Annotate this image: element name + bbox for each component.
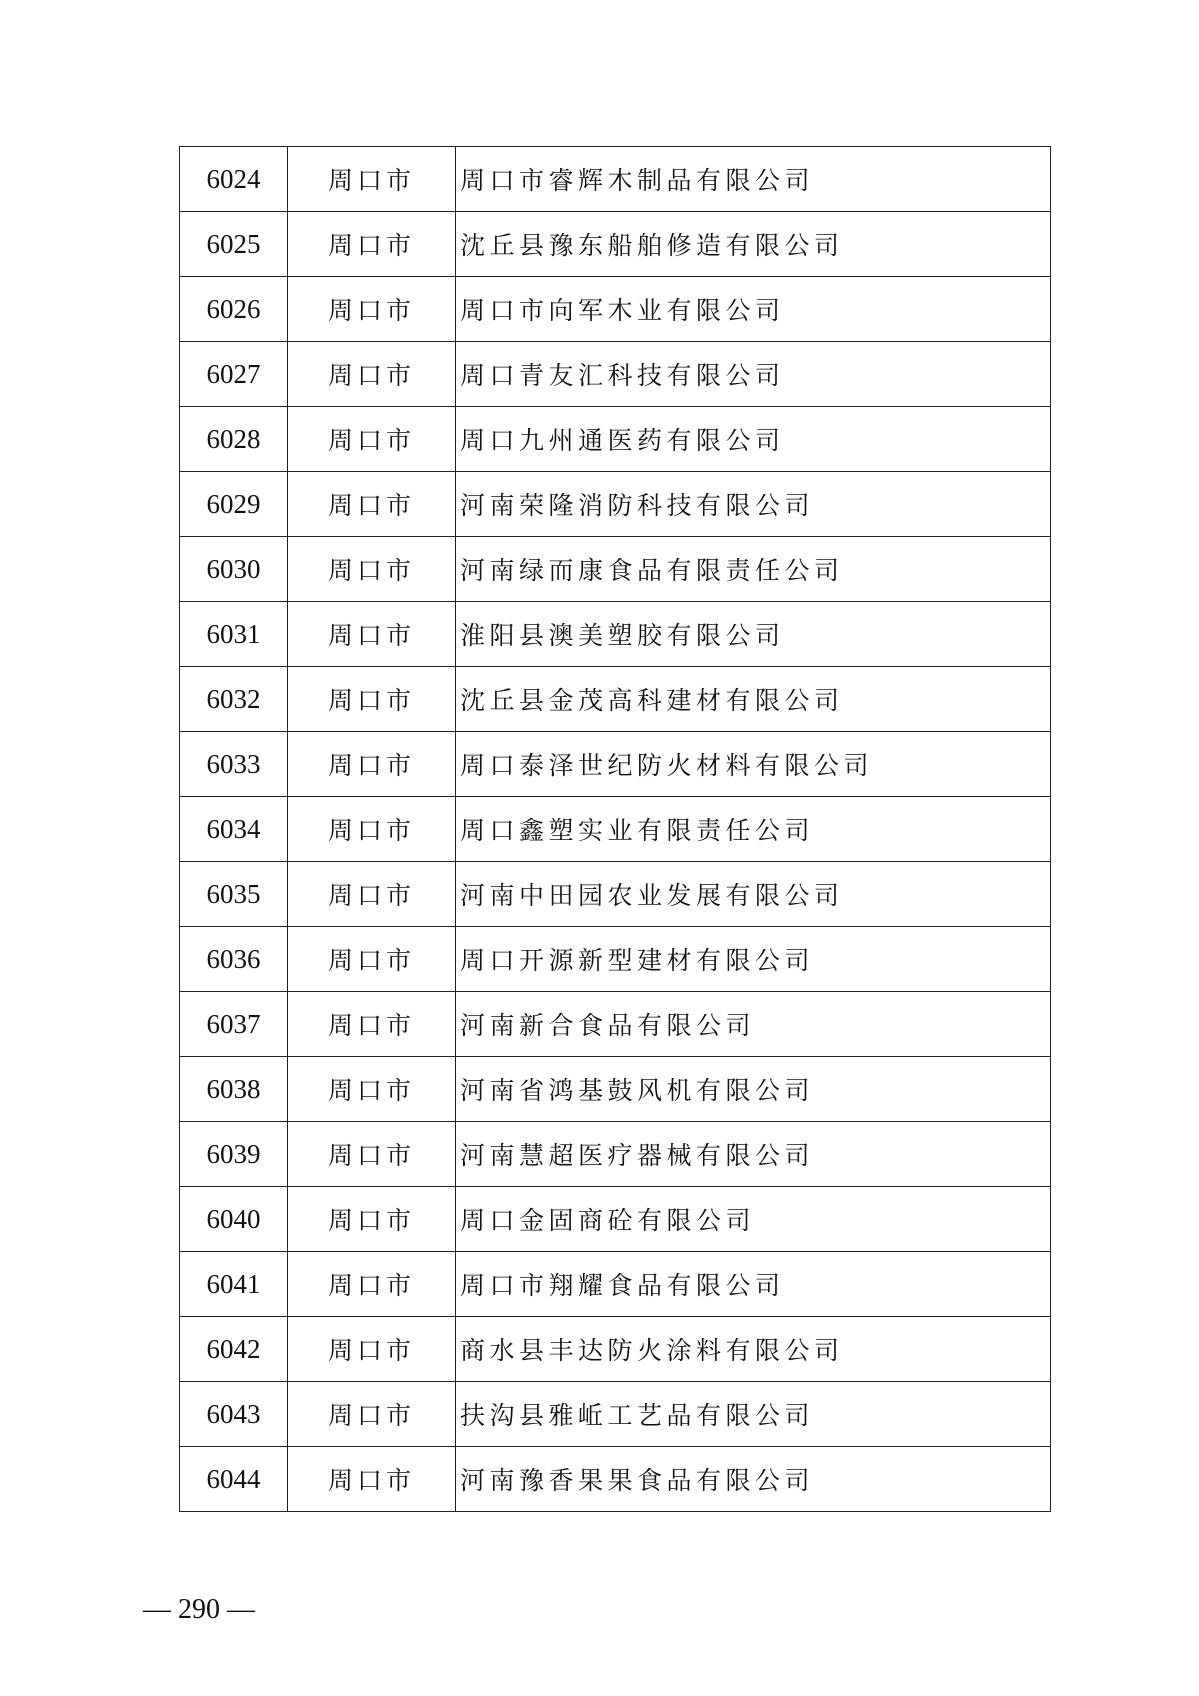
- row-number: 6029: [180, 472, 288, 537]
- row-company-name: 周口鑫塑实业有限责任公司: [456, 797, 1051, 862]
- row-number: 6033: [180, 732, 288, 797]
- row-company-name: 河南绿而康食品有限责任公司: [456, 537, 1051, 602]
- table-row: [180, 472, 1051, 537]
- row-number: 6036: [180, 927, 288, 992]
- row-company-name: 周口青友汇科技有限公司: [456, 342, 1051, 407]
- table-row: [180, 927, 1051, 992]
- row-number: 6044: [180, 1447, 288, 1512]
- row-number: 6032: [180, 667, 288, 732]
- row-city: 周口市: [288, 927, 456, 992]
- row-number: 6040: [180, 1187, 288, 1252]
- row-company-name: 商水县丰达防火涂料有限公司: [456, 1317, 1051, 1382]
- row-city: 周口市: [288, 602, 456, 667]
- table-row: [180, 1122, 1051, 1187]
- row-city: 周口市: [288, 1122, 456, 1187]
- row-city: 周口市: [288, 537, 456, 602]
- row-city: 周口市: [288, 1317, 456, 1382]
- row-number: 6030: [180, 537, 288, 602]
- row-company-name: 扶沟县雅岴工艺品有限公司: [456, 1382, 1051, 1447]
- row-city: 周口市: [288, 212, 456, 277]
- row-city: 周口市: [288, 1252, 456, 1317]
- page-number: — 290 —: [143, 1594, 255, 1625]
- table-row: [180, 147, 1051, 212]
- row-city: 周口市: [288, 472, 456, 537]
- table-row: [180, 1187, 1051, 1252]
- row-city: 周口市: [288, 732, 456, 797]
- row-number: 6031: [180, 602, 288, 667]
- row-number: 6027: [180, 342, 288, 407]
- row-number: 6038: [180, 1057, 288, 1122]
- row-company-name: 沈丘县金茂高科建材有限公司: [456, 667, 1051, 732]
- row-city: 周口市: [288, 1187, 456, 1252]
- row-city: 周口市: [288, 1382, 456, 1447]
- table-row: [180, 1252, 1051, 1317]
- row-number: 6026: [180, 277, 288, 342]
- row-company-name: 河南豫香果果食品有限公司: [456, 1447, 1051, 1512]
- table-row: [180, 602, 1051, 667]
- row-number: 6028: [180, 407, 288, 472]
- table-row: [180, 797, 1051, 862]
- table-row: [180, 407, 1051, 472]
- row-city: 周口市: [288, 862, 456, 927]
- table-body: [180, 147, 1051, 1512]
- row-company-name: 河南荣隆消防科技有限公司: [456, 472, 1051, 537]
- row-number: 6039: [180, 1122, 288, 1187]
- row-city: 周口市: [288, 667, 456, 732]
- row-number: 6034: [180, 797, 288, 862]
- row-number: 6042: [180, 1317, 288, 1382]
- table-row: [180, 537, 1051, 602]
- row-city: 周口市: [288, 1447, 456, 1512]
- row-number: 6035: [180, 862, 288, 927]
- company-table: [179, 146, 1051, 1512]
- row-company-name: 周口市向军木业有限公司: [456, 277, 1051, 342]
- table-row: [180, 212, 1051, 277]
- table-row: [180, 667, 1051, 732]
- table-row: [180, 1057, 1051, 1122]
- row-city: 周口市: [288, 147, 456, 212]
- row-company-name: 河南新合食品有限公司: [456, 992, 1051, 1057]
- row-company-name: 河南省鸿基鼓风机有限公司: [456, 1057, 1051, 1122]
- row-city: 周口市: [288, 797, 456, 862]
- row-company-name: 河南中田园农业发展有限公司: [456, 862, 1051, 927]
- row-company-name: 周口金固商砼有限公司: [456, 1187, 1051, 1252]
- row-company-name: 周口开源新型建材有限公司: [456, 927, 1051, 992]
- table-row: [180, 992, 1051, 1057]
- row-city: 周口市: [288, 1057, 456, 1122]
- row-company-name: 淮阳县澳美塑胶有限公司: [456, 602, 1051, 667]
- row-company-name: 周口泰泽世纪防火材料有限公司: [456, 732, 1051, 797]
- row-company-name: 沈丘县豫东船舶修造有限公司: [456, 212, 1051, 277]
- row-company-name: 周口市翔耀食品有限公司: [456, 1252, 1051, 1317]
- row-city: 周口市: [288, 277, 456, 342]
- table-row: [180, 1382, 1051, 1447]
- table-row: [180, 342, 1051, 407]
- row-company-name: 周口九州通医药有限公司: [456, 407, 1051, 472]
- row-company-name: 周口市睿辉木制品有限公司: [456, 147, 1051, 212]
- table-row: [180, 277, 1051, 342]
- row-number: 6037: [180, 992, 288, 1057]
- table-row: [180, 1317, 1051, 1382]
- table-row: [180, 732, 1051, 797]
- row-number: 6041: [180, 1252, 288, 1317]
- row-number: 6025: [180, 212, 288, 277]
- row-number: 6043: [180, 1382, 288, 1447]
- row-city: 周口市: [288, 407, 456, 472]
- row-city: 周口市: [288, 342, 456, 407]
- row-number: 6024: [180, 147, 288, 212]
- row-city: 周口市: [288, 992, 456, 1057]
- row-company-name: 河南慧超医疗器械有限公司: [456, 1122, 1051, 1187]
- table-row: [180, 1447, 1051, 1512]
- table-row: [180, 862, 1051, 927]
